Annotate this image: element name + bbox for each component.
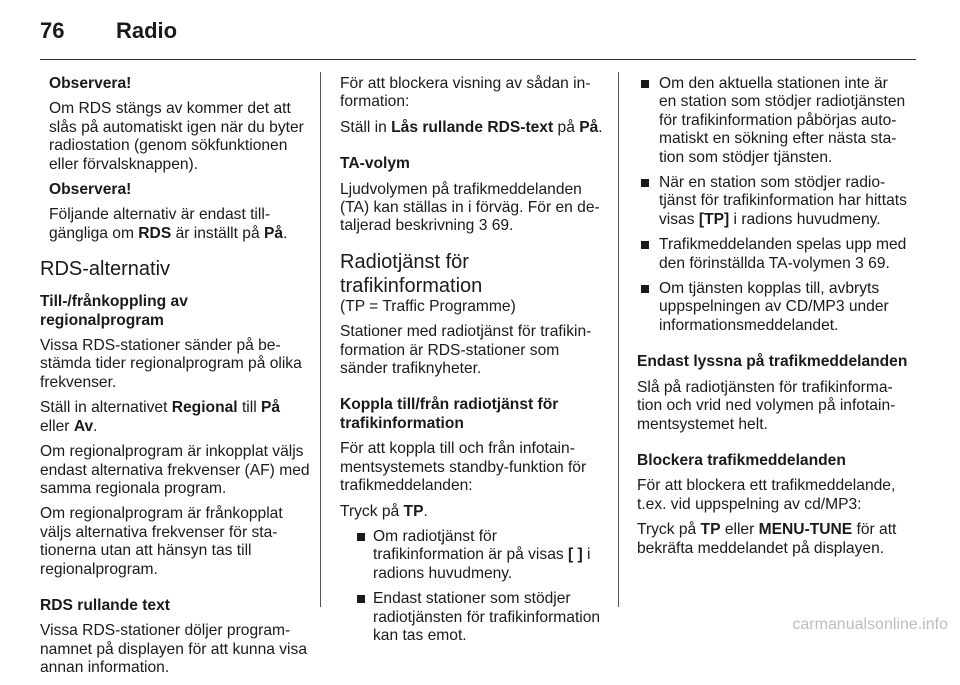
subheading: RDS rullande text: [40, 596, 170, 614]
column-1: [40, 75, 310, 685]
list-item: Om radiotjänst för trafikinformation är på visas [ ] i radions huvudmeny.: [340, 528, 610, 583]
heading-subtitle: (TP = Traffic Programme): [340, 297, 516, 315]
subheading: Till-/frånkoppling av regionalprogram: [40, 293, 188, 329]
paragraph: Om regionalprogram är inkopplat väljs endast alternativa frekvenser (AF) med samma regionala program.: [40, 443, 310, 497]
list-item: Endast stationer som stödjer radiotjänsten för trafikinformation kan tas emot.: [340, 590, 610, 645]
page-reference[interactable]: 3 69.: [855, 254, 890, 272]
paragraph: Vissa RDS-stationer sänder på bestämda tider regionalprogram på olika frekvenser.: [40, 337, 302, 391]
column-divider: [618, 72, 619, 607]
paragraph: Tryck på TP.: [340, 502, 428, 520]
header-rule: [40, 59, 916, 60]
paragraph: Ställ in Lås rullande RDS-text på På.: [340, 118, 603, 136]
paragraph: Ställ in alternativet Regional till På eller Av.: [40, 399, 281, 435]
bullet-list: [340, 528, 610, 645]
note-block: [40, 75, 310, 243]
paragraph: Slå på radiotjänsten för trafikinformation och vrid ned volymen på infotainmentsystemet helt.: [637, 378, 896, 433]
paragraph: Vissa RDS-stationer döljer programnamnet på displayen för att kunna visa annan information.: [40, 622, 307, 677]
column-3: [637, 75, 909, 565]
list-item: Trafikmeddelanden spelas upp med den förinställda TA-volymen 3 69.: [637, 236, 909, 273]
subheading: Koppla till/från radiotjänst för trafikinformation: [340, 396, 559, 432]
note-text: Följande alternativ är endast tillgängliga om RDS är inställt på På.: [49, 206, 288, 242]
list-item: Om tjänsten kopplas till, avbryts uppspelningen av CD/MP3 under informationsmeddelandet.: [637, 280, 909, 335]
paragraph: Tryck på TP eller MENU-TUNE för att bekräfta meddelandet på displayen.: [637, 521, 897, 557]
subheading: Blockera trafikmeddelanden: [637, 451, 846, 469]
paragraph: Stationer med radiotjänst för trafikinformation är RDS-stationer som sänder trafiknyheter.: [340, 323, 592, 378]
paragraph: För att blockera visning av sådan information:: [340, 75, 591, 111]
page-header: [0, 0, 960, 60]
watermark-text: carmanualsonline.info: [792, 616, 948, 633]
section-heading: Radiotjänst för trafikinformation: [340, 250, 483, 297]
note-text: Om RDS stängs av kommer det att slås på automatiskt igen när du byter radiostation (genom sökfunktionen eller förvalsknappen).: [49, 100, 304, 173]
list-item: Om den aktuella stationen inte är en station som stödjer radiotjänsten för trafikinformation påbörjas automatiskt en sökning efter nästa station som stödjer tjänsten.: [637, 75, 909, 167]
paragraph: För att blockera ett trafikmeddelande, t.ex. vid uppspelning av cd/MP3:: [637, 477, 896, 513]
list-item: När en station som stödjer radiotjänst för trafikinformation har hittats visas [TP] i radions huvudmeny.: [637, 174, 909, 229]
paragraph: Ljudvolymen på trafikmeddelanden (TA) kan ställas in i förväg. För en detaljerad beskrivning 3 69.: [340, 180, 600, 235]
paragraph: För att koppla till och från infotainmentsystemets standby-funktion för trafikmeddelanden:: [340, 440, 587, 495]
page-reference[interactable]: 3 69.: [478, 217, 514, 235]
paragraph: Om regionalprogram är frånkopplat väljs alternativa frekvenser för stationerna utan att hänsyn tas till regionalprogram.: [40, 505, 283, 578]
subheading: Endast lyssna på trafikmeddelanden: [637, 353, 908, 371]
section-heading: RDS-alternativ: [40, 258, 171, 281]
note-title: Observera!: [49, 181, 132, 199]
section-title: Radio: [116, 18, 178, 43]
bullet-list: [637, 75, 909, 335]
column-divider: [320, 72, 321, 607]
column-2: [340, 75, 610, 652]
note-title: Observera!: [49, 75, 132, 92]
page-number: 76: [40, 18, 65, 43]
subheading: TA-volym: [340, 155, 410, 173]
